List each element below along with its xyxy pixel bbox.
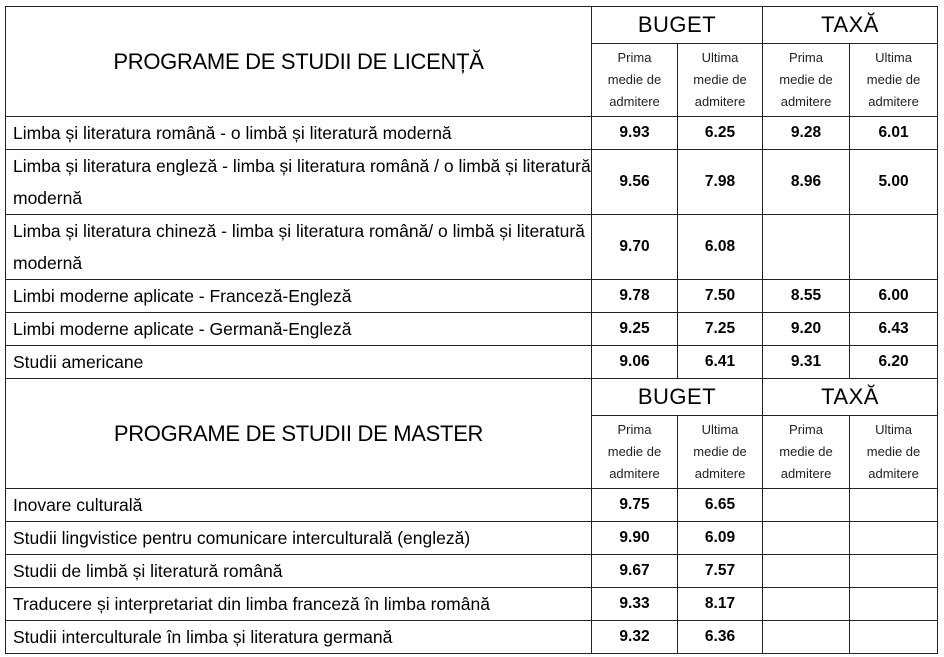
grade-cell: 9.90 [592, 522, 678, 555]
grade-cell: 9.28 [763, 117, 850, 150]
master-buget-ultima-header: Ultima medie de admitere [678, 416, 763, 489]
master-section-title: PROGRAME DE STUDII DE MASTER [6, 379, 592, 489]
grade-cell [850, 215, 938, 280]
grade-cell: 6.20 [850, 346, 938, 379]
table-row [6, 522, 938, 555]
grade-cell: 6.25 [678, 117, 763, 150]
table-row [6, 346, 938, 379]
grade-cell: 6.43 [850, 313, 938, 346]
grade-cell [850, 522, 938, 555]
licenta-taxa-prima-header: Prima medie de admitere [763, 44, 850, 117]
program-name: Limbi moderne aplicate - Germană-Engleză [6, 313, 592, 346]
table-row [6, 489, 938, 522]
grade-cell [763, 215, 850, 280]
master-header-row [6, 379, 938, 416]
grade-cell [763, 588, 850, 621]
master-taxa-ultima-header: Ultima medie de admitere [850, 416, 938, 489]
grade-cell: 8.55 [763, 280, 850, 313]
program-name: Limba și literatura română - o limbă și literatură modernă [6, 117, 592, 150]
program-name: Studii americane [6, 346, 592, 379]
grade-cell: 7.50 [678, 280, 763, 313]
grade-cell [850, 555, 938, 588]
master-taxa-header: TAXĂ [763, 379, 938, 416]
grade-cell: 9.67 [592, 555, 678, 588]
grade-cell [763, 489, 850, 522]
master-buget-prima-header: Prima medie de admitere [592, 416, 678, 489]
grade-cell [850, 489, 938, 522]
program-name: Limba și literatura chineză - limba și literatura română/ o limbă și literatură modernă [6, 215, 592, 280]
grade-cell [763, 621, 850, 654]
table-row [6, 280, 938, 313]
grade-cell: 9.78 [592, 280, 678, 313]
grade-cell: 9.56 [592, 150, 678, 215]
grade-cell: 6.00 [850, 280, 938, 313]
grade-cell: 6.01 [850, 117, 938, 150]
grade-cell: 7.57 [678, 555, 763, 588]
grade-cell: 9.32 [592, 621, 678, 654]
grade-cell: 9.33 [592, 588, 678, 621]
grade-cell: 9.70 [592, 215, 678, 280]
table-row [6, 313, 938, 346]
program-name: Limbi moderne aplicate - Franceză-Engleză [6, 280, 592, 313]
program-name: Traducere și interpretariat din limba franceză în limba română [6, 588, 592, 621]
grade-cell [850, 621, 938, 654]
grade-cell: 7.98 [678, 150, 763, 215]
licenta-buget-ultima-header: Ultima medie de admitere [678, 44, 763, 117]
table-row [6, 215, 938, 280]
grade-cell: 8.96 [763, 150, 850, 215]
program-name: Studii lingvistice pentru comunicare interculturală (engleză) [6, 522, 592, 555]
program-name: Studii interculturale în limba și literatura germană [6, 621, 592, 654]
grade-cell: 6.09 [678, 522, 763, 555]
table-row [6, 150, 938, 215]
master-buget-header: BUGET [592, 379, 763, 416]
grade-cell: 6.41 [678, 346, 763, 379]
grade-cell: 7.25 [678, 313, 763, 346]
grade-cell: 9.31 [763, 346, 850, 379]
licenta-buget-prima-header: Prima medie de admitere [592, 44, 678, 117]
grade-cell: 6.08 [678, 215, 763, 280]
table-row [6, 117, 938, 150]
grade-cell: 9.06 [592, 346, 678, 379]
grade-cell: 9.93 [592, 117, 678, 150]
licenta-buget-header: BUGET [592, 7, 763, 44]
grade-cell: 9.25 [592, 313, 678, 346]
licenta-section-title: PROGRAME DE STUDII DE LICENȚĂ [6, 7, 592, 117]
table-row [6, 588, 938, 621]
program-name: Studii de limbă și literatură română [6, 555, 592, 588]
grade-cell: 6.36 [678, 621, 763, 654]
grade-cell: 9.75 [592, 489, 678, 522]
grade-cell: 9.20 [763, 313, 850, 346]
master-taxa-prima-header: Prima medie de admitere [763, 416, 850, 489]
grade-cell: 6.65 [678, 489, 763, 522]
grade-cell: 8.17 [678, 588, 763, 621]
program-name: Limba și literatura engleză - limba și literatura română / o limbă și literatură modernă [6, 150, 592, 215]
grade-cell [763, 555, 850, 588]
licenta-header-row [6, 7, 938, 44]
table-row [6, 555, 938, 588]
program-name: Inovare culturală [6, 489, 592, 522]
admission-grades-table [5, 6, 938, 654]
grade-cell: 5.00 [850, 150, 938, 215]
licenta-taxa-header: TAXĂ [763, 7, 938, 44]
licenta-taxa-ultima-header: Ultima medie de admitere [850, 44, 938, 117]
grade-cell [763, 522, 850, 555]
table-row [6, 621, 938, 654]
grade-cell [850, 588, 938, 621]
